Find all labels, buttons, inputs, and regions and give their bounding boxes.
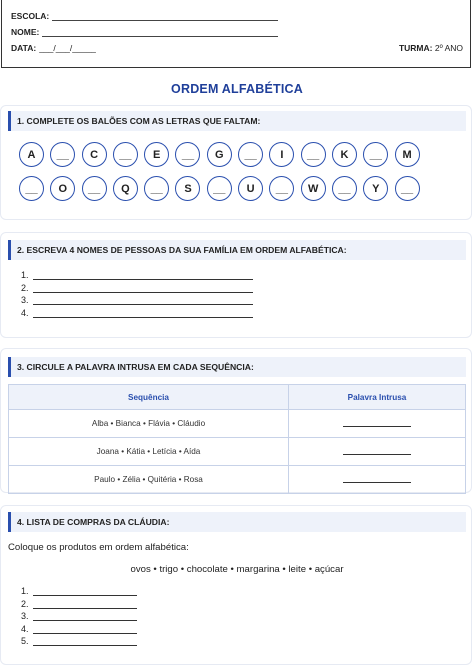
letter-balloon[interactable]: __ — [238, 142, 263, 167]
letter-balloon[interactable]: Y — [363, 176, 388, 201]
list-item-number: 5. — [21, 635, 29, 646]
letter-balloon[interactable]: __ — [113, 142, 138, 167]
col-intrusa-header: Palavra Intrusa — [289, 385, 466, 410]
letter-balloon[interactable]: __ — [175, 142, 200, 167]
list-item — [21, 584, 137, 596]
sequence-cell[interactable]: Paulo • Zélia • Quitéria • Rosa — [9, 466, 289, 494]
shopping-instruction: Coloque os produtos em ordem alfabética: — [8, 542, 189, 553]
shopping-ordered-list — [21, 584, 137, 646]
col-sequence-header: Sequência — [9, 385, 289, 410]
list-item — [21, 293, 253, 305]
list-item — [21, 280, 253, 292]
letter-balloon[interactable]: S — [175, 176, 200, 201]
data-row — [11, 43, 96, 53]
table-header-row — [9, 385, 466, 410]
letter-balloon[interactable]: __ — [269, 176, 294, 201]
answer-line[interactable] — [33, 587, 137, 596]
list-item-number: 2. — [21, 598, 29, 609]
letter-balloon[interactable]: I — [269, 142, 294, 167]
turma-value: 2º ANO — [434, 43, 463, 53]
letter-balloon[interactable]: __ — [82, 176, 107, 201]
escola-blank[interactable] — [52, 11, 278, 21]
letter-balloon[interactable]: M — [395, 142, 420, 167]
letter-balloon[interactable]: W — [301, 176, 326, 201]
answer-line[interactable] — [33, 600, 137, 609]
letter-balloon[interactable]: __ — [301, 142, 326, 167]
letter-balloon[interactable]: O — [50, 176, 75, 201]
answer-line[interactable] — [343, 418, 411, 427]
table-row — [9, 466, 466, 494]
letter-balloon[interactable]: __ — [332, 176, 357, 201]
letter-balloon[interactable]: C — [82, 142, 107, 167]
answer-line[interactable] — [33, 271, 253, 280]
answer-line[interactable] — [343, 446, 411, 455]
table-row — [9, 438, 466, 466]
letter-balloon[interactable]: A — [19, 142, 44, 167]
letter-balloon[interactable]: G — [207, 142, 232, 167]
list-item-number: 2. — [21, 282, 29, 293]
letter-balloon[interactable]: __ — [144, 176, 169, 201]
list-item-number: 3. — [21, 611, 29, 622]
list-item — [21, 596, 137, 608]
product-list: ovos • trigo • chocolate • margarina • leite • açúcar — [130, 564, 344, 575]
list-item — [21, 268, 253, 280]
letter-row-1 — [19, 142, 420, 167]
letter-balloon[interactable]: Q — [113, 176, 138, 201]
section2-heading: 2. ESCREVA 4 NOMES DE PESSOAS DA SUA FAMÍLIA EM ORDEM ALFABÉTICA: — [8, 240, 466, 260]
table-row — [9, 410, 466, 438]
letter-row-2 — [19, 176, 420, 201]
answer-line[interactable] — [33, 637, 137, 646]
intrusa-cell[interactable] — [289, 410, 466, 438]
page-title: ORDEM ALFABÉTICA — [171, 82, 303, 96]
letter-balloon[interactable]: U — [238, 176, 263, 201]
answer-line[interactable] — [33, 309, 253, 318]
intrusa-cell[interactable] — [289, 438, 466, 466]
list-item-number: 4. — [21, 307, 29, 318]
answer-line[interactable] — [33, 284, 253, 293]
family-names-list — [21, 268, 253, 318]
intrusa-cell[interactable] — [289, 466, 466, 494]
letter-balloon[interactable]: __ — [395, 176, 420, 201]
answer-line[interactable] — [33, 296, 253, 305]
list-item — [21, 609, 137, 621]
sequence-cell[interactable]: Joana • Kátia • Letícia • Aída — [9, 438, 289, 466]
list-item — [21, 305, 253, 317]
turma — [399, 43, 463, 53]
student-info-header — [1, 0, 471, 68]
answer-line[interactable] — [343, 474, 411, 483]
turma-label: TURMA: — [398, 43, 433, 53]
list-item-number: 3. — [21, 295, 29, 306]
nome-row — [11, 27, 278, 37]
escola-row — [11, 11, 278, 21]
list-item-number: 1. — [21, 270, 29, 281]
section1-heading: 1. COMPLETE OS BALÕES COM AS LETRAS QUE FALTAM: — [8, 111, 466, 131]
letter-balloon[interactable]: K — [332, 142, 357, 167]
nome-label: NOME: — [11, 27, 40, 37]
answer-line[interactable] — [33, 625, 137, 634]
data-label: DATA: — [11, 43, 37, 53]
letter-balloon[interactable]: __ — [50, 142, 75, 167]
section4-heading: 4. LISTA DE COMPRAS DA CLÁUDIA: — [8, 512, 466, 532]
letter-balloon[interactable]: E — [144, 142, 169, 167]
list-item-number: 4. — [21, 623, 29, 634]
letter-balloon[interactable]: __ — [363, 142, 388, 167]
list-item — [21, 621, 137, 633]
intruder-table — [8, 384, 466, 494]
letter-balloon[interactable]: __ — [19, 176, 44, 201]
sequence-cell[interactable]: Alba • Bianca • Flávia • Cláudio — [9, 410, 289, 438]
escola-label: ESCOLA: — [11, 11, 50, 21]
list-item — [21, 634, 137, 646]
section3-heading: 3. CIRCULE A PALAVRA INTRUSA EM CADA SEQUÊNCIA: — [8, 357, 466, 377]
data-blank[interactable]: ___/___/_____ — [39, 43, 96, 53]
letter-balloon[interactable]: __ — [207, 176, 232, 201]
answer-line[interactable] — [33, 612, 137, 621]
nome-blank[interactable] — [42, 27, 278, 37]
list-item-number: 1. — [21, 586, 29, 597]
